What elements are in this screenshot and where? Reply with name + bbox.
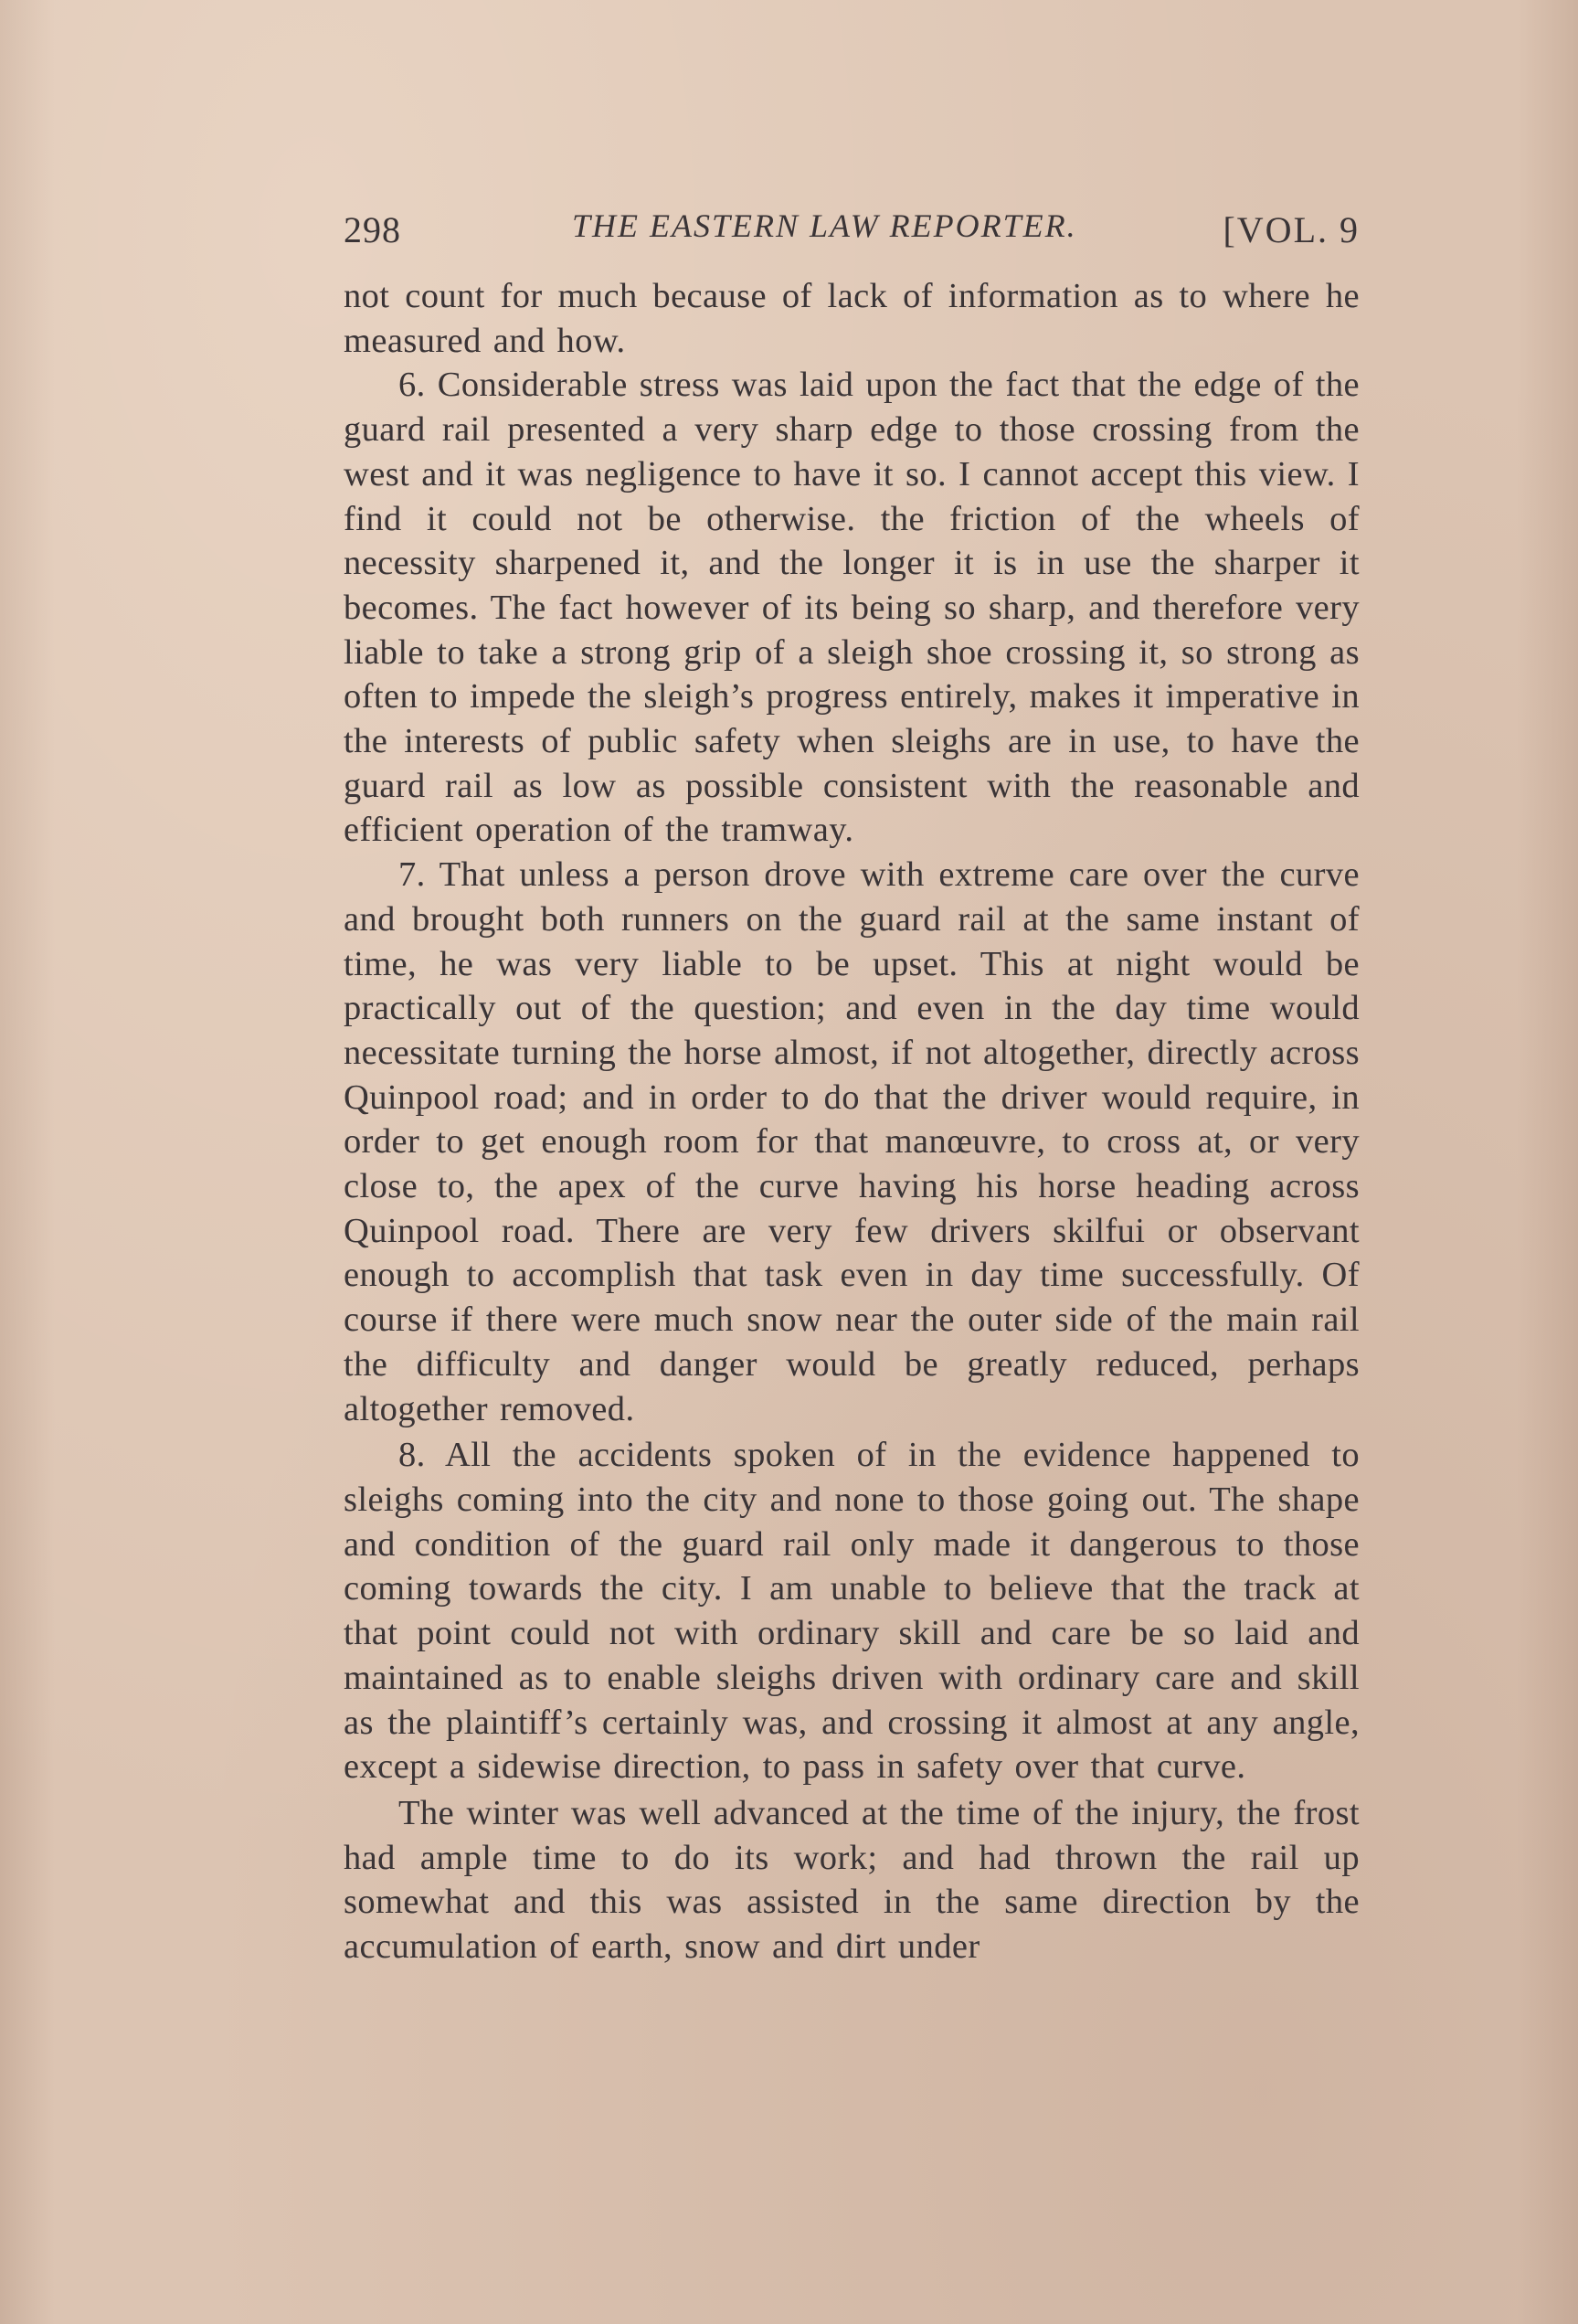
running-title: THE EASTERN LAW REPORTER. [572, 207, 1077, 244]
volume-label: [VOL. 9 [1223, 209, 1360, 250]
paragraph-7: 7. That unless a person drove with extreme care over the curve and brought both runners on the guard rail at the same instant of time, he was very liable to be upset. This at night would be practically out of the question; and even in the day time would necessitate turning the horse almost, if not altogether, directly across Quinpool road; and in order to do that the driver would require, in order to get enough room for that manœuvre, to cross at, or very close to, the apex of the curve having his horse heading across Quinpool road. There are very few drivers skilfui or observant enough to accomplish that task even in day time successfully. Of course if there were much snow near the outer side of the main rail the difficulty and danger would be greatly reduced, perhaps altogether removed. [344, 855, 1360, 1428]
running-header [344, 203, 1360, 254]
body-text [344, 274, 1360, 1969]
paragraph-winter: The winter was well advanced at the time of the injury, the frost had ample time to do its work; and had thrown the rail up somewhat and this was assisted in the same direction by the accumulation of earth, snow and dirt under [344, 1793, 1360, 1967]
page-number: 298 [344, 209, 401, 250]
paragraph-8: 8. All the accidents spoken of in the evidence happened to sleighs coming into the city and none to those going out. The shape and condition of the guard rail only made it dangerous to those coming towards the city. I am unable to believe that the track at that point could not with ordinary skill and care be so laid and maintained as to enable sleighs driven with ordinary care and skill as the plaintiff’s certainly was, and crossing it almost at any angle, except a sidewise direction, to pass in safety over that curve. [344, 1436, 1360, 1787]
paragraph-6: 6. Considerable stress was laid upon the fact that the edge of the guard rail presented a very sharp edge to those crossing from the west and it was negligence to have it so. I cannot accept this view. I find it could not be otherwise. the friction of the wheels of necessity sharpened it, and the longer it is in use the sharper it becomes. The fact however of its being so sharp, and therefore very liable to take a strong grip of a sleigh shoe crossing it, so strong as often to impede the sleigh’s progress entirely, makes it imperative in the interests of public safety when sleighs are in use, to have the guard rail as low as possible consistent with the reasonable and efficient operation of the tramway. [344, 366, 1360, 850]
paragraph-continuation: not count for much because of lack of information as to where he measured and how. [344, 277, 1360, 360]
